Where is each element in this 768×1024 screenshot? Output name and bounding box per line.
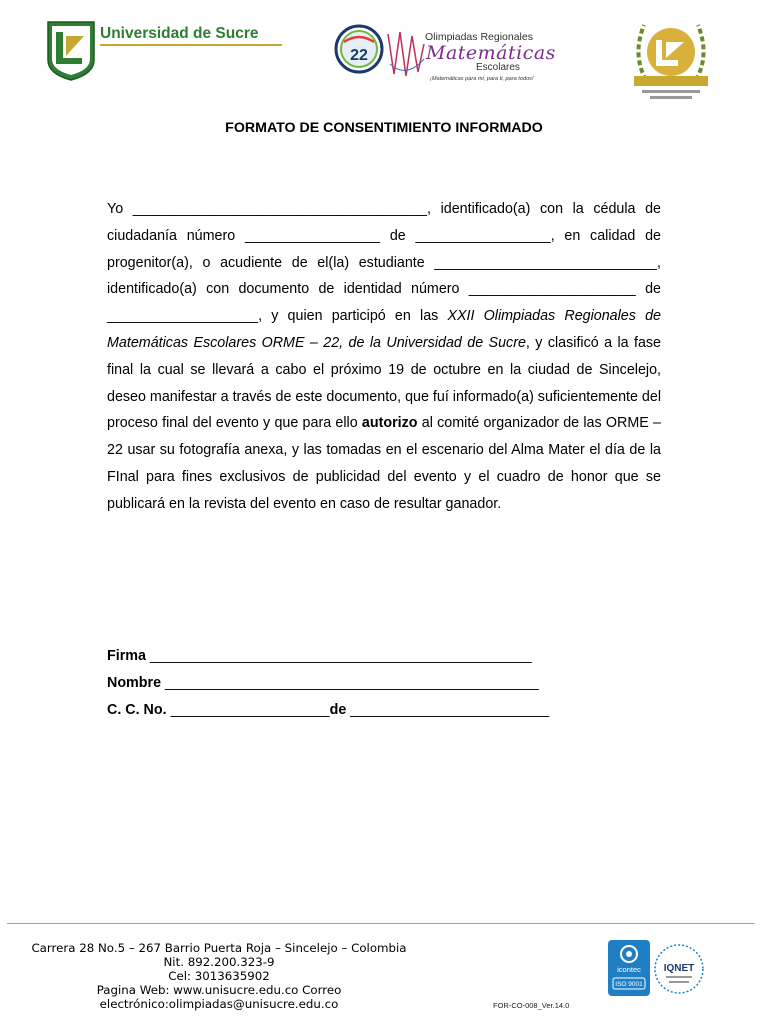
- icontec-certification-icon: [608, 940, 650, 996]
- footer-contact-info: [24, 941, 414, 1011]
- signature-row: Firma ________________________________________________: [107, 648, 532, 664]
- event-name: XXII Olimpiadas Regionales de Matemáticas Escolares ORME – 22, de la Universidad de Sucre: [107, 308, 661, 351]
- blank-id-number: _________________: [244, 227, 381, 244]
- iqnet-certification-icon: [654, 944, 704, 994]
- cc-city-line: _________________________: [350, 702, 550, 718]
- svg-text:ISO 9001: ISO 9001: [615, 981, 643, 988]
- svg-text:IQNET: IQNET: [663, 963, 695, 974]
- olympiad-title-line2: Matemáticas: [426, 42, 556, 64]
- cc-line: ____________________: [170, 702, 330, 718]
- university-shield-logo: [46, 20, 96, 82]
- svg-text:icontec: icontec: [617, 965, 641, 974]
- autorizo-keyword: autorizo: [361, 415, 418, 432]
- footer-cel: Cel: 3013635902: [168, 969, 270, 984]
- document-code: FOR-CO-008_Ver.14.0: [493, 1001, 570, 1010]
- olympiad-title-line1: Olimpiadas Regionales: [425, 31, 533, 43]
- name-row: Nombre _______________________________________________: [107, 675, 539, 691]
- blank-parent-name: _____________________________________: [132, 201, 427, 217]
- university-name: Universidad de Sucre: [100, 25, 259, 42]
- olympiad-22-badge: [334, 24, 384, 74]
- signature-line: ________________________________________________: [149, 648, 532, 664]
- blank-student-city: ___________________: [107, 308, 259, 325]
- olympiad-slogan: ¡Matemáticas para mi, para ti, para todos!: [430, 76, 534, 82]
- document-title: FORMATO DE CONSENTIMIENTO INFORMADO: [225, 120, 543, 136]
- footer-web: Pagina Web: www.unisucre.edu.co Correo: [96, 983, 342, 998]
- blank-id-city: _________________: [415, 227, 551, 244]
- blank-student-name: ____________________________: [434, 254, 658, 271]
- olympiad-title-line3: Escolares: [476, 62, 520, 73]
- blank-student-doc: _____________________: [468, 281, 636, 298]
- footer-divider: [7, 923, 755, 924]
- accreditation-seal: [626, 10, 716, 110]
- footer-email: electrónico:olimpiadas@unisucre.edu.co: [99, 997, 339, 1012]
- consent-paragraph: Yo _____________________________________, identificado(a) con la cédula de ciudadanía número _________________ de _________________, en calidad de progenitor(a), o acudiente de el(la) estudiante ____________________________, identificado(a) con documento de identidad número _____________________ de ___________________, y quien participó en las XXII Olimpiadas Regionales de Matemáticas Escolares ORME – 22, de la Universidad de Sucre, y clasificó a la fase final la cual se llevará a cabo el próximo 19 de octubre en la ciudad de Sincelejo, deseo manifestar a través de este documento, que fuí informado(a) suficientemente del proceso final del evento y que para ello autorizo al comité organizador de las ORME – 22 usar su fotografía anexa, y las tomadas en el escenario del Alma Mater el día de la FInal para fines exclusivos de publicidad del evento y el cuadro de honor que se publicará en la revista del evento en caso de resultar ganador.: [107, 201, 661, 512]
- olympiad-wave-graphic: [386, 24, 426, 84]
- footer-nit: Nit. 892.200.323-9: [163, 955, 275, 970]
- cc-row: C. C. No. ____________________de _________________________: [107, 702, 550, 718]
- university-name-underline: [100, 44, 282, 46]
- olympiad-edition-number: 22: [350, 47, 368, 64]
- name-line: _______________________________________________: [165, 675, 539, 691]
- footer-address: Carrera 28 No.5 – 267 Barrio Puerta Roja – Sincelejo – Colombia: [31, 941, 407, 955]
